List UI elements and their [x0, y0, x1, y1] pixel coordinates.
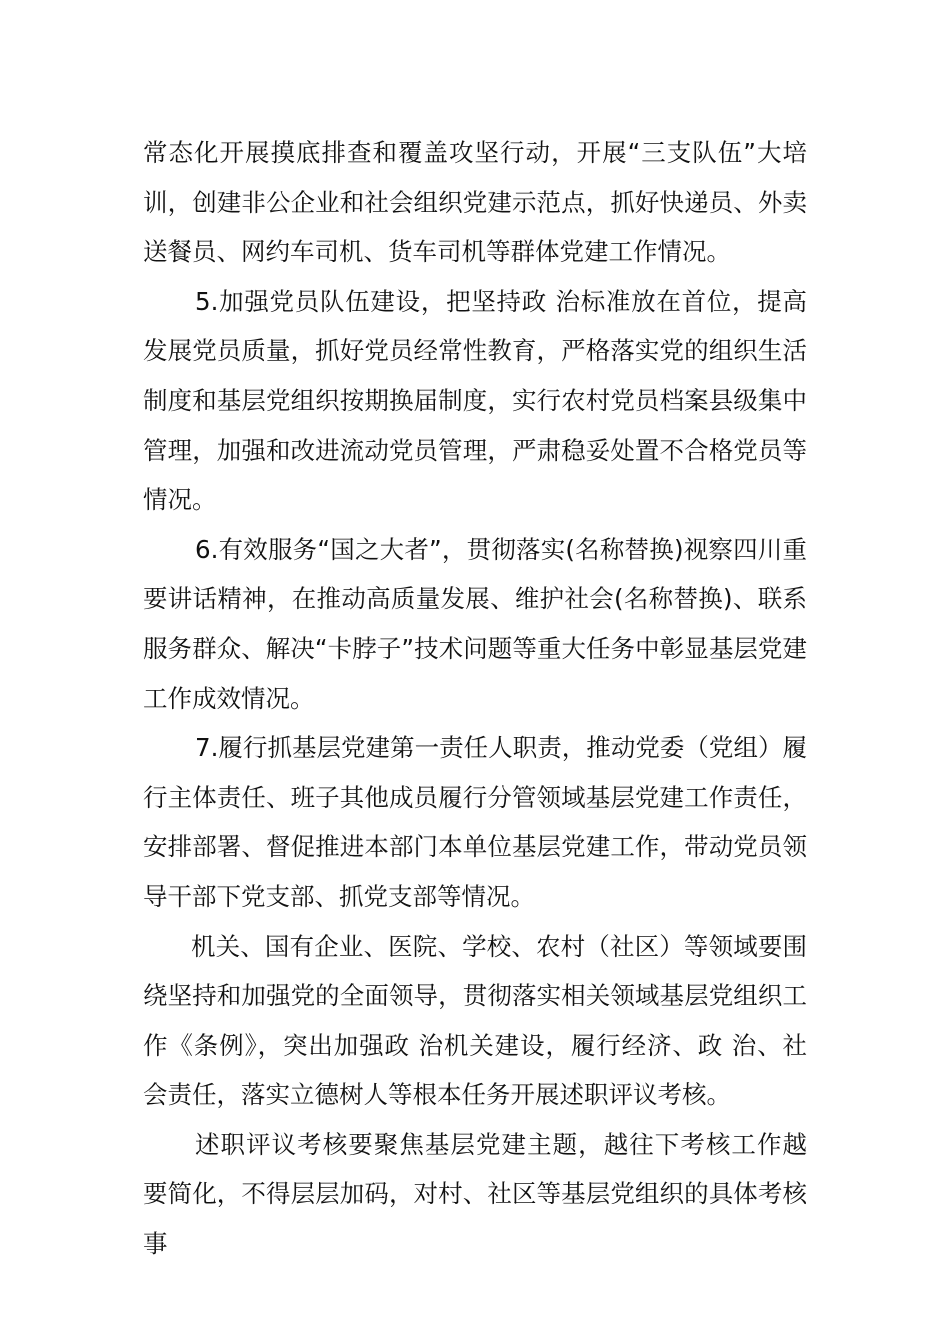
- paragraph-evaluation: 述职评议考核要聚焦基层党建主题，越往下考核工作越要简化，不得层层加码，对村、社区等基层党组织的具体考核事: [143, 1129, 807, 1259]
- document-body: [143, 128, 807, 1269]
- paragraph-item-5: 5.加强党员队伍建设，把坚持政 治标准放在首位，提高发展党员质量，抓好党员经常性教育，严格落实党的组织生活制度和基层党组织按期换届制度，实行农村党员档案县级集中管理，加强和改进流动党员管理，严肃稳妥处置不合格党员等情况。: [143, 286, 807, 515]
- paragraph-continued: 常态化开展摸底排查和覆盖攻坚行动，开展“三支队伍”大培训，创建非公企业和社会组织党建示范点，抓好快递员、外卖送餐员、网约车司机、货车司机等群体党建工作情况。: [143, 138, 807, 267]
- paragraph-item-6: 6.有效服务“国之大者”，贯彻落实(名称替换)视察四川重要讲话精神，在推动高质量发展、维护社会(名称替换)、联系服务群众、解决“卡脖子”技术问题等重大任务中彰显基层党建工作成效情况。: [143, 534, 807, 713]
- paragraph-domains: 机关、国有企业、医院、学校、农村（社区）等领域要围绕坚持和加强党的全面领导，贯彻落实相关领域基层党组织工作《条例》，突出加强政 治机关建设，履行经济、政 治、社会责任，落实立德树人等根本任务开展述职评议考核。: [143, 931, 807, 1110]
- paragraph-item-7: 7.履行抓基层党建第一责任人职责，推动党委（党组）履行主体责任、班子其他成员履行分管领域基层党建工作责任，安排部署、督促推进本部门本单位基层党建工作，带动党员领导干部下党支部、抓党支部等情况。: [143, 733, 807, 911]
